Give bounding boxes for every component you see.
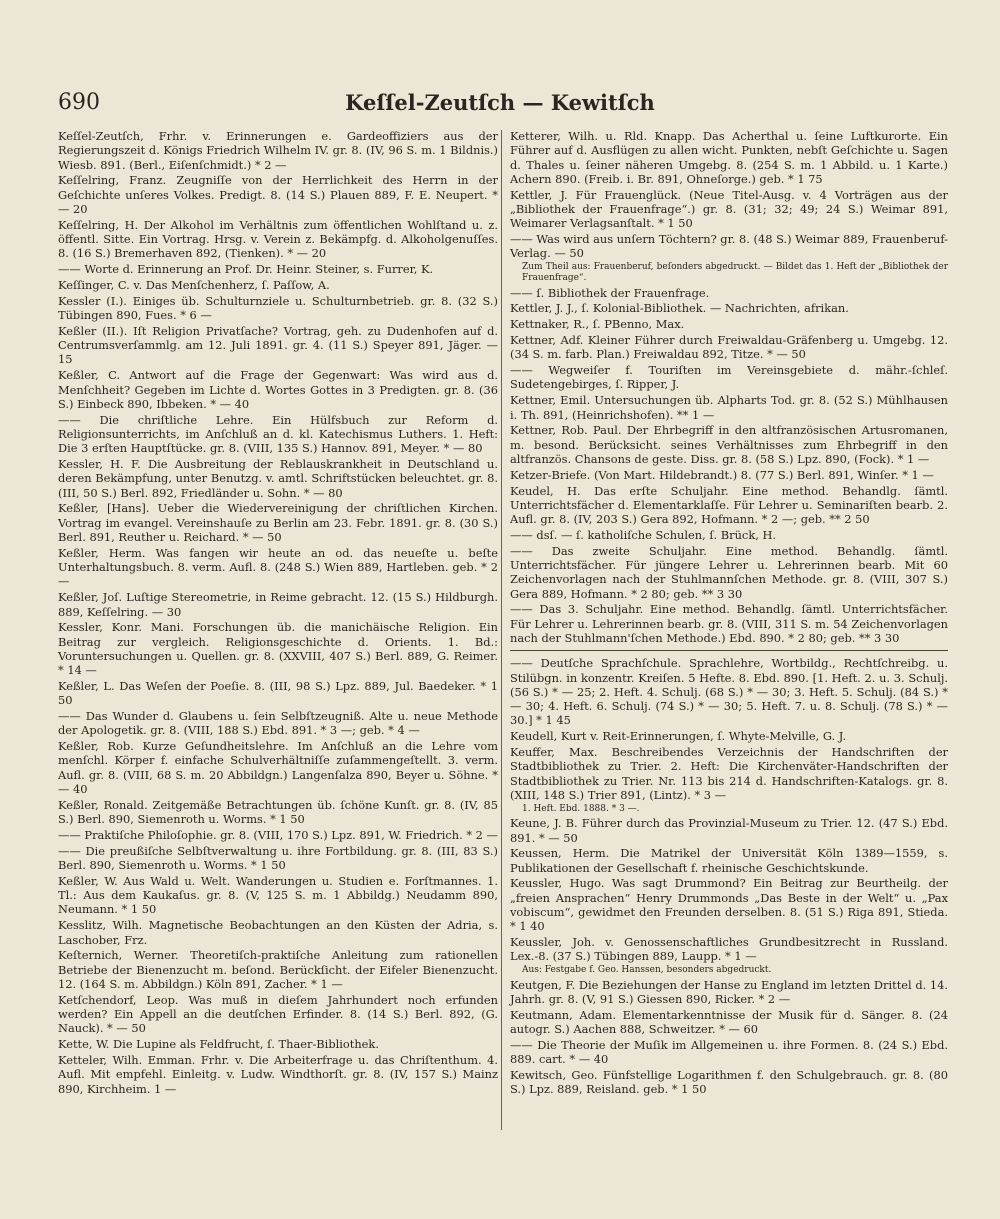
section-rule [510, 650, 948, 651]
catalog-entry: —— Das Wunder d. Glaubens u. ſein Selbſtzeugniß. Alte u. neue Methode der Apologetik. gr. 8. (VIII, 188 S.) Ebd. 891. * 3 —; geb. * 4 — [58, 709, 498, 738]
catalog-entry: Kette, W. Die Lupine als Feldfrucht, ſ. Thaer-Bibliothek. [58, 1037, 379, 1052]
catalog-entry: —— Das 3. Schuljahr. Eine method. Behandlg. ſämtl. Unterrichtsfächer. Für Lehrer u. Lehrerinnen bearb. gr. 8. (VIII, 311 S. m. 54 Zeichenvorlagen nach der Stuhlmann'ſchen Methode.) Ebd. 890. * 2 80; geb. ** 3 30 [510, 602, 948, 645]
catalog-entry: Kettner, Rob. Paul. Der Ehrbegriff in den altfranzösischen Artusromanen, m. besond. Berücksicht. seines Verhältnisses zum Ehrbegriff in den altfranzös. Chansons de geste. Diss. gr. 8. (58 S.) Lpz. 890, (Fock). * 1 — [510, 423, 948, 466]
catalog-entry: Kettler, J. J., ſ. Kolonial-Bibliothek. — Nachrichten, afrikan. [510, 301, 849, 316]
catalog-entry: Keßler, Joſ. Luſtige Stereometrie, in Reime gebracht. 12. (15 S.) Hildburgh. 889, Keſſelring. — 30 [58, 590, 498, 619]
catalog-entry: —— Das zweite Schuljahr. Eine method. Behandlg. ſämtl. Unterrichtsfächer. Für jüngere Lehrer u. Lehrerinnen bearb. Mit 60 Zeichenvorlagen nach der Stuhlmannſchen Methode. gr. 8. (VIII, 307 S.) Gera 889, Hofmann. * 2 80; geb. ** 3 30 [510, 543, 948, 601]
catalog-entry: Keßler (II.). Iſt Religion Privatſache? Vortrag, geh. zu Dudenhofen auf d. Centrumsverſammlg. am 12. Juli 1891. gr. 4. (11 S.) Speyer 891, Jäger. — 15 [58, 323, 498, 367]
catalog-entry: Keßler, Rob. Kurze Geſundheitslehre. Im Anſchluß an die Lehre vom menſchl. Körper f. einfache Schulverhältniſſe zuſammengeſtellt. 3. verm. Aufl. gr. 8. (VIII, 68 S. m. 20 Abbildgn.) Langenſalza 890, Beyer u. Söhne. * — 40 [58, 739, 498, 797]
catalog-entry: —— dsſ. — ſ. katholiſche Schulen, ſ. Brück, H. [510, 527, 777, 542]
page-header [58, 86, 942, 126]
catalog-entry: Keussler, Joh. v. Genossenschaftliches Grundbesitzrecht in Russland. Lex.-8. (37 S.) Tübingen 889, Laupp. * 1 — [510, 935, 948, 964]
catalog-entry: —— ſ. Bibliothek der Frauenfrage. [510, 285, 710, 300]
catalog-entry: —— Die chriſtliche Lehre. Ein Hülfsbuch zur Reform d. Religionsunterrichts, im Anſchluß an d. kl. Katechismus Luthers. 1. Heft: Die 3 erſten Hauptſtücke. gr. 8. (VIII, 135 S.) Hannov. 891, Meyer. * — 80 [58, 412, 498, 456]
catalog-entry: Ketteler, Wilh. Emman. Frhr. v. Die Arbeiterfrage u. das Chriſtenthum. 4. Aufl. Mit empfehl. Einleitg. v. Ludw. Windthorſt. gr. 8. (IV, 157 S.) Mainz 890, Kirchheim. 1 — [58, 1052, 498, 1096]
catalog-entry: —— Die Theorie der Muſik im Allgemeinen u. ihre Formen. 8. (24 S.) Ebd. 889. cart. * — 40 [510, 1037, 948, 1067]
catalog-entry: Keßler, Ronald. Zeitgemäße Betrachtungen üb. ſchöne Kunſt. gr. 8. (IV, 85 S.) Berl. 890, Siemenroth u. Worms. * 1 50 [58, 797, 498, 827]
right-column [510, 129, 948, 1098]
catalog-entry: Keussen, Herm. Die Matrikel der Universität Köln 1389—1559, s. Publikationen der Gesellschaft f. rheinische Geschichtskunde. [510, 846, 948, 875]
catalog-entry: —— Praktiſche Philoſophie. gr. 8. (VIII, 170 S.) Lpz. 891, W. Friedrich. * 2 — [58, 827, 498, 842]
catalog-entry: Keßler, L. Das Weſen der Poeſie. 8. (III, 98 S.) Lpz. 889, Jul. Baedeker. * 1 50 [58, 678, 498, 708]
catalog-entry: Kewitsch, Geo. Fünfstellige Logarithmen f. den Schulgebrauch. gr. 8. (80 S.) Lpz. 889, Reisland. geb. * 1 50 [510, 1068, 948, 1097]
page-number: 690 [58, 90, 100, 115]
catalog-entry: Keudel, H. Das erſte Schuljahr. Eine method. Behandlg. ſämtl. Unterrichtsfächer d. Elementarklaſſe. Für Lehrer u. Seminariſten bearb. 2. Aufl. gr. 8. (IV, 203 S.) Gera 892, Hofmann. * 2 —; geb. ** 2 50 [510, 483, 948, 527]
catalog-entry: —— Worte d. Erinnerung an Prof. Dr. Heinr. Steiner, s. Furrer, K. [58, 262, 434, 277]
catalog-entry: Keudell, Kurt v. Reit-Erinnerungen, ſ. Whyte-Melville, G. J. [510, 729, 847, 744]
catalog-entry: Keßler, [Hans]. Ueber die Wiedervereinigung der chriſtlichen Kirchen. Vortrag im evangel. Vereinshauſe zu Berlin am 23. Febr. 1891. gr. 8. (30 S.) Berl. 891, Reuther u. Reichard. * — 50 [58, 501, 498, 545]
column-divider [501, 130, 502, 1130]
running-title: Keſſel-Zeutſch — Kewitſch [345, 90, 655, 115]
entry-note: 1. Heft. Ebd. 1888. * 3 —. [522, 803, 640, 814]
catalog-entry: Keutgen, F. Die Beziehungen der Hanse zu England im letzten Drittel d. 14. Jahrh. gr. 8. (V, 91 S.) Giessen 890, Ricker. * 2 — [510, 977, 948, 1007]
catalog-entry: Ketzer-Briefe. (Von Mart. Hildebrandt.) 8. (77 S.) Berl. 891, Winſer. * 1 — [510, 467, 934, 482]
catalog-entry: Kessler, H. F. Die Ausbreitung der Reblauskrankheit in Deutschland u. deren Bekämpfung, unter Benutzg. v. amtl. Schriftstücken beleuchtet. gr. 8. (III, 50 S.) Berl. 892, Friedländer u. Sohn. * — 80 [58, 457, 498, 500]
catalog-entry: Keſſel-Zeutſch, Frhr. v. Erinnerungen e. Gardeoffiziers aus der Regierungszeit d. Königs Friedrich Wilhelm IV. gr. 8. (IV, 96 S. m. 1 Bildnis.) Wiesb. 891. (Berl., Eiſenſchmidt.) * 2 — [58, 129, 498, 172]
catalog-entry: Ketterer, Wilh. u. Rld. Knapp. Das Acherthal u. ſeine Luftkurorte. Ein Führer auf d. Ausflügen zu allen wicht. Punkten, nebſt Geſchichte u. Sagen d. Thales u. ſeiner näheren Umgebg. 8. (254 S. m. 1 Abbild. u. 1 Karte.) Achern 890. (Freib. i. Br. 891, Ohneſorge.) geb. * 1 75 [510, 129, 948, 186]
catalog-entry: Keßler, C. Antwort auf die Frage der Gegenwart: Was wird aus d. Menſchheit? Gegeben im Lichte d. Wortes Gottes in 3 Predigten. gr. 8. (36 S.) Einbeck 890, Ibbeken. * — 40 [58, 368, 498, 411]
catalog-entry: Keſternich, Werner. Theoretiſch-praktiſche Anleitung zum rationellen Betriebe der Bienenzucht m. beſond. Berückſicht. der Eifeler Bienenzucht. 12. (164 S. m. Abbildgn.) Köln 891, Zacher. * 1 — [58, 948, 498, 991]
catalog-entry: Kessler (I.). Einiges üb. Schulturnziele u. Schulturnbetrieb. gr. 8. (32 S.) Tübingen 890, Fues. * 6 — [58, 293, 498, 323]
entry-note: Aus: Festgabe f. Geo. Hanssen, besonders abgedruckt. [522, 965, 772, 976]
catalog-entry: Keſſinger, C. v. Das Menſchenherz, ſ. Paſſow, A. [58, 277, 330, 292]
catalog-entry: Keutmann, Adam. Elementarkenntnisse der Musik für d. Sänger. 8. (24 autogr. S.) Aachen 888, Schweitzer. * — 60 [510, 1007, 948, 1037]
catalog-entry: Kettner, Adf. Kleiner Führer durch Freiwaldau-Gräfenberg u. Umgebg. 12. (34 S. m. farb. Plan.) Freiwaldau 892, Titze. * — 50 [510, 333, 948, 362]
catalog-entry: Keſſelring, Franz. Zeugniſſe von der Herrlichkeit des Herrn in der Geſchichte unſeres Volkes. Predigt. 8. (14 S.) Plauen 889, F. E. Neupert. * — 20 [58, 173, 498, 216]
catalog-entry: Ketſchendorf, Leop. Was muß in dieſem Jahrhundert noch erfunden werden? Ein Appell an die deutſchen Erfinder. 8. (14 S.) Berl. 892, (G. Nauck). * — 50 [58, 992, 498, 1036]
catalog-entry: Keßler, W. Aus Wald u. Welt. Wanderungen u. Studien e. Forſtmannes. 1. Tl.: Aus dem Kaukaſus. gr. 8. (V, 125 S. m. 1 Abbildg.) Neudamm 890, Neumann. * 1 50 [58, 873, 498, 917]
catalog-entry: Kettnaker, R., ſ. PBenno, Max. [510, 317, 685, 332]
catalog-entry: Kettner, Emil. Untersuchungen üb. Alpharts Tod. gr. 8. (52 S.) Mühlhausen i. Th. 891, (Heinrichshofen). ** 1 — [510, 393, 948, 422]
catalog-entry: —— Die preußiſche Selbſtverwaltung u. ihre Fortbildung. gr. 8. (III, 83 S.) Berl. 890, Siemenroth u. Worms. * 1 50 [58, 843, 498, 873]
catalog-entry: Keuffer, Max. Beschreibendes Verzeichnis der Handschriften der Stadtbibliothek zu Trier. 2. Heft: Die Kirchenväter-Handschriften der Stadtbibliothek zu Trier. Nr. 113 bis 214 d. Handschriften-Katalogs. gr. 8. (XIII, 148 S.) Trier 891, (Lintz). * 3 — [510, 745, 948, 802]
left-column [58, 129, 498, 1097]
catalog-entry: —— Wegweiſer f. Touriſten im Vereinsgebiete d. mähr.-ſchleſ. Sudetengebirges, ſ. Ripper, J. [510, 363, 948, 392]
catalog-entry: Keßler, Herm. Was fangen wir heute an od. das neueſte u. beſte Unterhaltungsbuch. 8. verm. Aufl. 8. (248 S.) Wien 889, Hartleben. geb. * 2 — [58, 545, 498, 589]
catalog-entry: Kettler, J. Für Frauenglück. (Neue Titel-Ausg. v. 4 Vorträgen aus der „Bibliothek der Frauenfrage“.) gr. 8. (31; 32; 49; 24 S.) Weimar 891, Weimarer Verlagsanſtalt. * 1 50 [510, 187, 948, 231]
entry-note: Zum Theil aus: Frauenberuf, beſonders abgedruckt. — Bildet das 1. Heft der „Bibliothek der Frauenfrage“. [522, 262, 948, 284]
catalog-entry: Kesslitz, Wilh. Magnetische Beobachtungen an den Küsten der Adria, s. Laschober, Frz. [58, 918, 498, 947]
catalog-entry: Keussler, Hugo. Was sagt Drummond? Ein Beitrag zur Beurtheilg. der „freien Ansprachen“ Henry Drummonds „Das Beste in der Welt“ u. „Pax vobiscum“, gewidmet den Freunden derselben. 8. (51 S.) Riga 891, Stieda. * 1 40 [510, 876, 948, 934]
catalog-entry: —— Deutſche Sprachſchule. Sprachlehre, Wortbildg., Rechtſchreibg. u. Stilübgn. in konzentr. Kreiſen. 5 Hefte. 8. Ebd. 890. [1. Heft. 2. u. 3. Schulj. (56 S.) * — 25; 2. Heft. 4. Schulj. (68 S.) * — 30; 3. Heft. 5. Schulj. (84 S.) * — 30; 4. Heft. 6. Schulj. (74 S.) * — 30; 5. Heft. 7. u. 8. Schulj. (78 S.) * — 30.] * 1 45 [510, 656, 948, 728]
catalog-entry: Keſſelring, H. Der Alkohol im Verhältnis zum öffentlichen Wohlſtand u. z. öffentl. Sitte. Ein Vortrag. Hrsg. v. Verein z. Bekämpfg. d. Alkoholgenuſſes. 8. (16 S.) Bremerhaven 892, (Tienken). * — 20 [58, 217, 498, 261]
catalog-entry: Kessler, Konr. Mani. Forschungen üb. die manichäische Religion. Ein Beitrag zur vergleich. Religionsgeschichte d. Orients. 1. Bd.: Voruntersuchungen u. Quellen. gr. 8. (XXVIII, 407 S.) Berl. 889, G. Reimer. * 14 — [58, 620, 498, 678]
catalog-entry: Keune, J. B. Führer durch das Provinzial-Museum zu Trier. 12. (47 S.) Ebd. 891. * — 50 [510, 816, 948, 845]
catalog-entry: —— Was wird aus unſern Töchtern? gr. 8. (48 S.) Weimar 889, Frauenberuf-Verlag. — 50 [510, 232, 948, 261]
